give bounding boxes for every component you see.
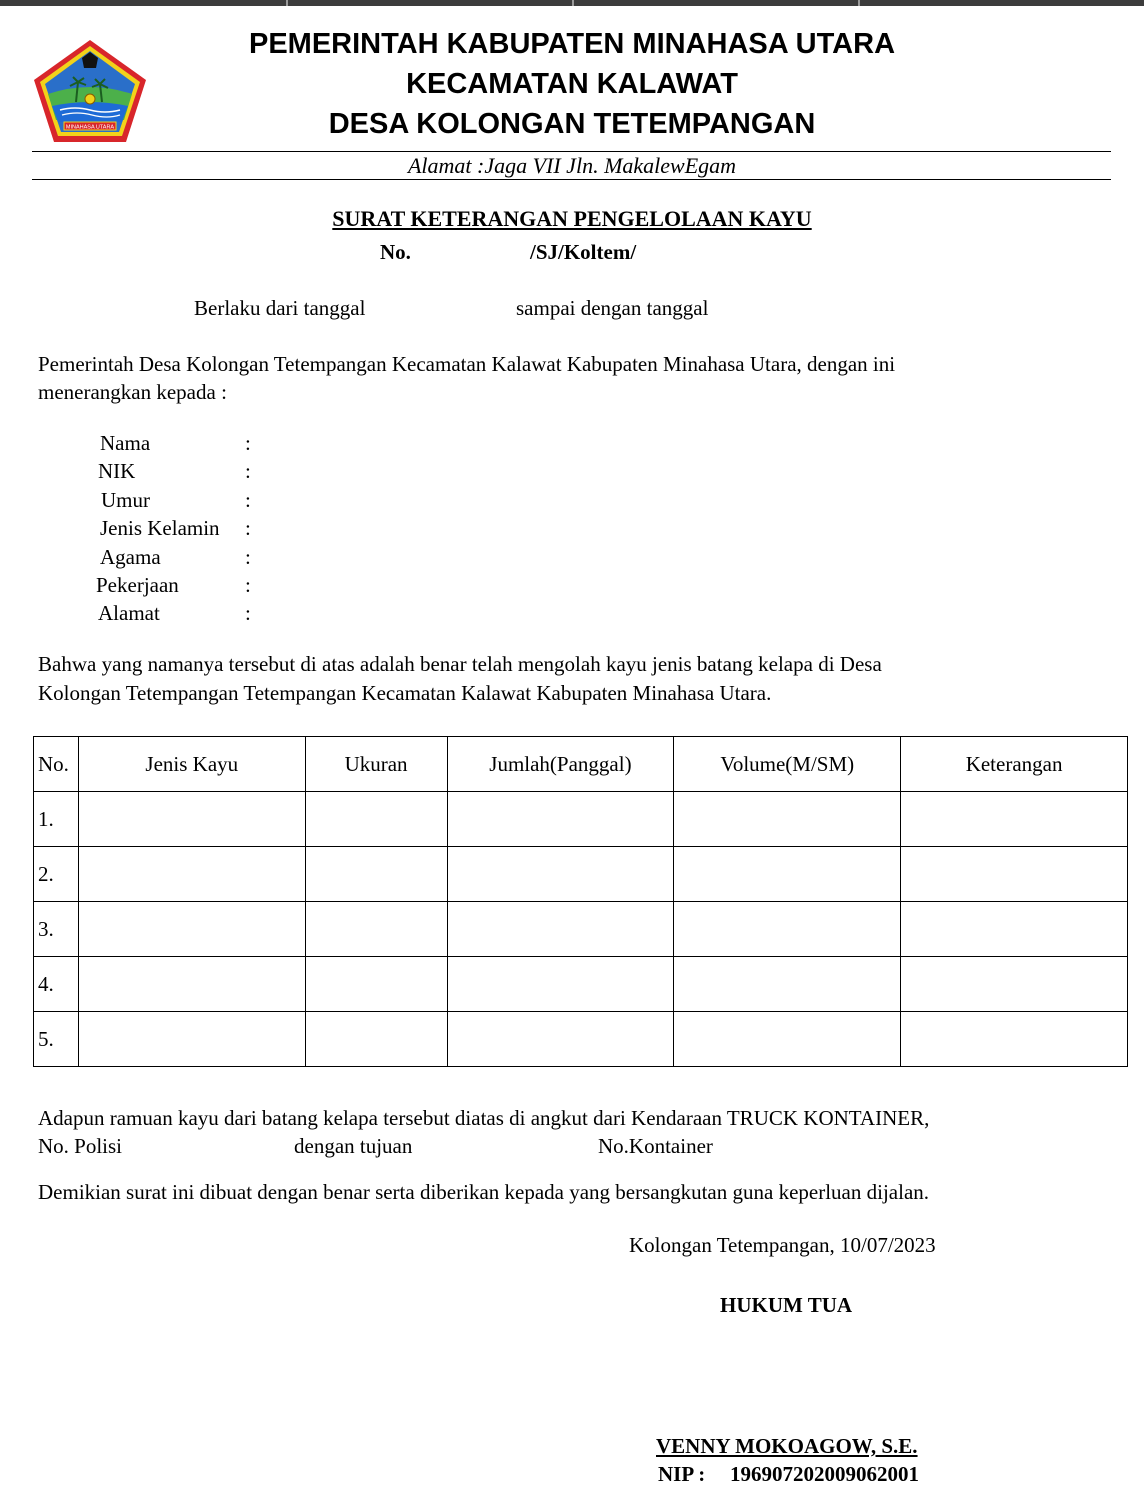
statement-line-2: Kolongan Tetempangan Tetempangan Kecamatan Kalawat Kabupaten Minahasa Utara. — [38, 681, 772, 705]
column-header-no: No. — [34, 737, 79, 792]
header-government: PEMERINTAH KABUPATEN MINAHASA UTARA — [248, 28, 896, 60]
field-label-nama: Nama — [100, 431, 151, 455]
cell-keterangan[interactable] — [901, 847, 1128, 902]
transport-line-1: Adapun ramuan kayu dari batang kelapa tersebut diatas di angkut dari Kendaraan TRUCK KONTAINER, — [38, 1106, 930, 1130]
column-header-jumlah: Jumlah(Panggal) — [447, 737, 674, 792]
header-village: DESA KOLONGAN TETEMPANGAN — [328, 108, 816, 140]
field-label-nik: NIK — [98, 459, 136, 483]
intro-line-2: menerangkan kepada : — [38, 380, 227, 404]
top-bar — [0, 0, 1144, 6]
column-header-ukuran: Ukuran — [305, 737, 447, 792]
cell-jumlah[interactable] — [447, 847, 674, 902]
row-number: 3. — [34, 902, 79, 957]
wood-table — [33, 736, 1128, 1067]
cell-volume[interactable] — [674, 1012, 901, 1067]
cell-volume[interactable] — [674, 957, 901, 1012]
field-colon: : — [245, 431, 251, 455]
destination-label: dengan tujuan — [294, 1134, 413, 1158]
cell-jenis-kayu[interactable] — [78, 847, 305, 902]
cell-ukuran[interactable] — [305, 957, 447, 1012]
cell-jenis-kayu[interactable] — [78, 957, 305, 1012]
column-header-keterangan: Keterangan — [901, 737, 1128, 792]
place-date: Kolongan Tetempangan, 10/07/2023 — [629, 1233, 936, 1257]
cell-ukuran[interactable] — [305, 792, 447, 847]
field-label-jenis-kelamin: Jenis Kelamin — [100, 516, 220, 540]
header-address: Alamat :Jaga VII Jln. MakalewEgam — [407, 153, 737, 178]
nip-value: 196907202009062001 — [730, 1462, 919, 1486]
cell-keterangan[interactable] — [901, 1012, 1128, 1067]
intro-line-1: Pemerintah Desa Kolongan Tetempangan Kecamatan Kalawat Kabupaten Minahasa Utara, dengan ini — [38, 352, 896, 376]
row-number: 2. — [34, 847, 79, 902]
table-header-row — [34, 737, 1128, 792]
letter-title: SURAT KETERANGAN PENGELOLAAN KAYU — [332, 206, 812, 231]
table-row — [34, 1012, 1128, 1067]
field-label-alamat: Alamat — [98, 601, 160, 625]
field-colon: : — [245, 488, 251, 512]
cell-ukuran[interactable] — [305, 902, 447, 957]
top-bar-divider — [858, 0, 860, 6]
logo-banner-text: MINAHASA UTARA — [65, 124, 115, 131]
row-number: 4. — [34, 957, 79, 1012]
header-rule-bottom — [32, 179, 1111, 180]
table-row — [34, 902, 1128, 957]
signatory-name: VENNY MOKOAGOW, S.E. — [656, 1434, 918, 1458]
letter-number-label: No. — [380, 240, 411, 264]
table-row — [34, 792, 1128, 847]
letter-number-suffix: /SJ/Koltem/ — [530, 240, 637, 264]
header-district: KECAMATAN KALAWAT — [406, 68, 738, 100]
field-label-pekerjaan: Pekerjaan — [96, 573, 179, 597]
cell-jumlah[interactable] — [447, 1012, 674, 1067]
signatory-position: HUKUM TUA — [720, 1293, 853, 1317]
cell-keterangan[interactable] — [901, 792, 1128, 847]
cell-volume[interactable] — [674, 792, 901, 847]
cell-volume[interactable] — [674, 902, 901, 957]
top-bar-divider — [572, 0, 574, 6]
container-number-label: No.Kontainer — [598, 1134, 713, 1158]
closing-statement: Demikian surat ini dibuat dengan benar serta diberikan kepada yang bersangkutan guna keperluan dijalan. — [38, 1180, 930, 1204]
cell-jumlah[interactable] — [447, 792, 674, 847]
field-colon: : — [245, 516, 251, 540]
top-bar-divider — [286, 0, 288, 6]
field-colon: : — [245, 545, 251, 569]
cell-volume[interactable] — [674, 847, 901, 902]
table-row — [34, 847, 1128, 902]
row-number: 1. — [34, 792, 79, 847]
field-colon: : — [245, 573, 251, 597]
field-colon: : — [245, 459, 251, 483]
column-header-jenis-kayu: Jenis Kayu — [78, 737, 305, 792]
field-colon: : — [245, 601, 251, 625]
field-label-agama: Agama — [100, 545, 161, 569]
cell-jenis-kayu[interactable] — [78, 1012, 305, 1067]
header-rule-top — [32, 151, 1111, 152]
nip-label: NIP : — [658, 1462, 706, 1486]
cell-jenis-kayu[interactable] — [78, 902, 305, 957]
cell-keterangan[interactable] — [901, 902, 1128, 957]
cell-jumlah[interactable] — [447, 957, 674, 1012]
valid-until-label: sampai dengan tanggal — [516, 296, 709, 320]
field-label-umur: Umur — [101, 488, 150, 512]
cell-jumlah[interactable] — [447, 902, 674, 957]
table-row — [34, 957, 1128, 1012]
police-number-label: No. Polisi — [38, 1134, 123, 1158]
valid-from-label: Berlaku dari tanggal — [194, 296, 366, 320]
statement-line-1: Bahwa yang namanya tersebut di atas adalah benar telah mengolah kayu jenis batang kelapa di Desa — [38, 652, 882, 676]
cell-ukuran[interactable] — [305, 1012, 447, 1067]
cell-ukuran[interactable] — [305, 847, 447, 902]
row-number: 5. — [34, 1012, 79, 1067]
column-header-volume: Volume(M/SM) — [674, 737, 901, 792]
cell-jenis-kayu[interactable] — [78, 792, 305, 847]
cell-keterangan[interactable] — [901, 957, 1128, 1012]
